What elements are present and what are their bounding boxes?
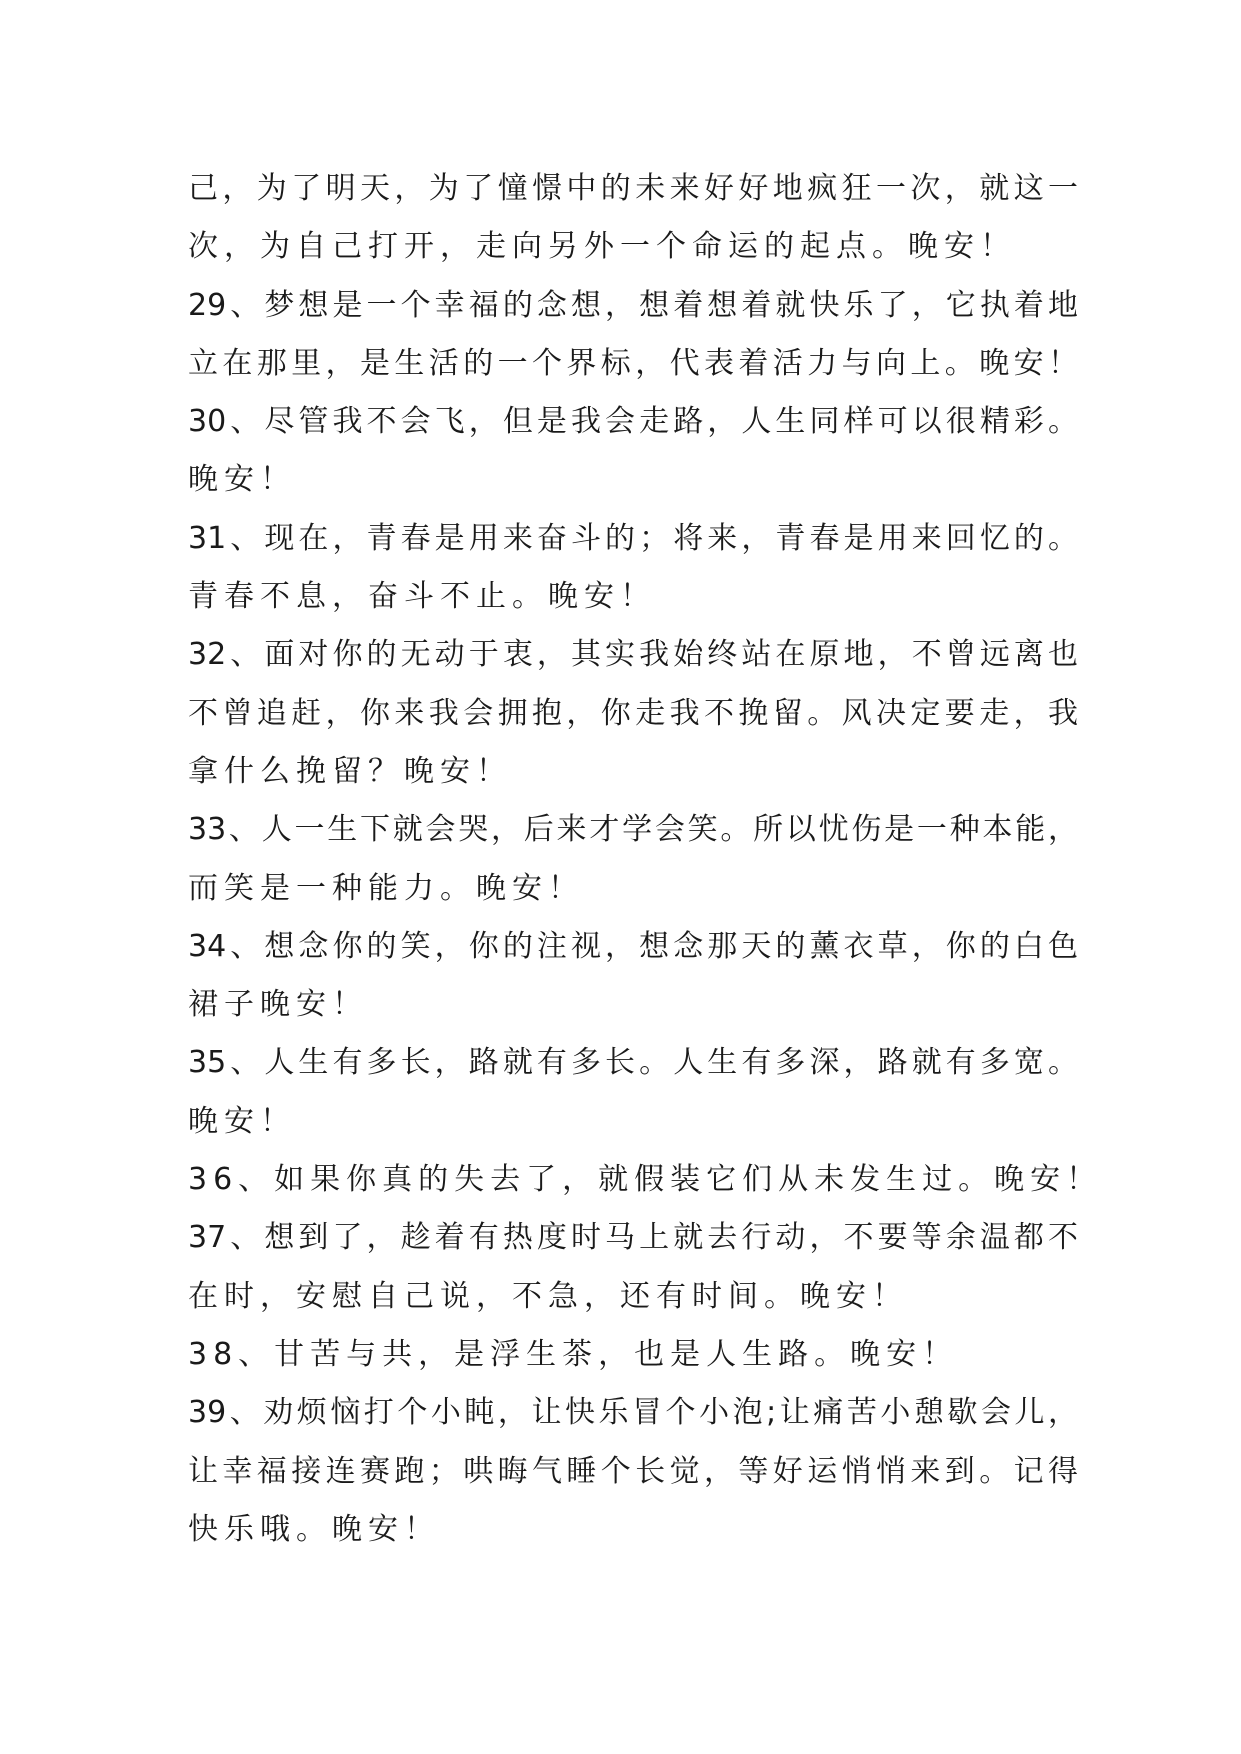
document-body <box>188 160 1103 1559</box>
text-line: 39、劝烦恼打个小盹，让快乐冒个小泡;让痛苦小憩歇会儿， <box>188 1395 1078 1431</box>
text-line: 裙子晚安！ <box>188 987 368 1023</box>
text-line: 次，为自己打开，走向另外一个命运的起点。晚安！ <box>188 229 1016 265</box>
text-line: 而笑是一种能力。晚安！ <box>188 870 584 906</box>
text-line: 38、甘苦与共，是浮生茶，也是人生路。晚安！ <box>188 1336 959 1372</box>
text-line: 30、尽管我不会飞，但是我会走路，人生同样可以很精彩。 <box>188 404 1078 440</box>
text-line: 青春不息，奋斗不止。晚安！ <box>188 579 656 615</box>
text-line: 晚安！ <box>188 1103 296 1139</box>
text-line: 己，为了明天，为了憧憬中的未来好好地疯狂一次，就这一 <box>188 171 1078 206</box>
text-line: 36、如果你真的失去了，就假装它们从未发生过。晚安！ <box>188 1162 1103 1198</box>
text-line: 在时，安慰自己说，不急，还有时间。晚安！ <box>188 1278 908 1314</box>
text-line: 让幸福接连赛跑；哄晦气睡个长觉，等好运悄悄来到。记得 <box>188 1453 1078 1489</box>
text-line: 32、面对你的无动于衷，其实我始终站在原地，不曾远离也 <box>188 637 1078 673</box>
text-line: 快乐哦。晚安！ <box>188 1511 440 1547</box>
text-line: 立在那里，是生活的一个界标，代表着活力与向上。晚安！ <box>188 345 1078 381</box>
text-line: 不曾追赶，你来我会拥抱，你走我不挽留。风决定要走，我 <box>188 695 1078 731</box>
text-line: 35、人生有多长，路就有多长。人生有多深，路就有多宽。 <box>188 1045 1078 1081</box>
text-line: 31、现在，青春是用来奋斗的；将来，青春是用来回忆的。 <box>188 520 1078 556</box>
text-line: 拿什么挽留？晚安！ <box>188 753 512 789</box>
text-line: 34、想念你的笑，你的注视，想念那天的薰衣草，你的白色 <box>188 928 1078 964</box>
text-line: 晚安！ <box>188 462 296 498</box>
text-line: 37、想到了，趁着有热度时马上就去行动，不要等余温都不 <box>188 1220 1078 1256</box>
text-line: 29、梦想是一个幸福的念想，想着想着就快乐了，它执着地 <box>188 287 1078 323</box>
text-line: 33、人一生下就会哭，后来才学会笑。所以忧伤是一种本能， <box>188 812 1078 848</box>
